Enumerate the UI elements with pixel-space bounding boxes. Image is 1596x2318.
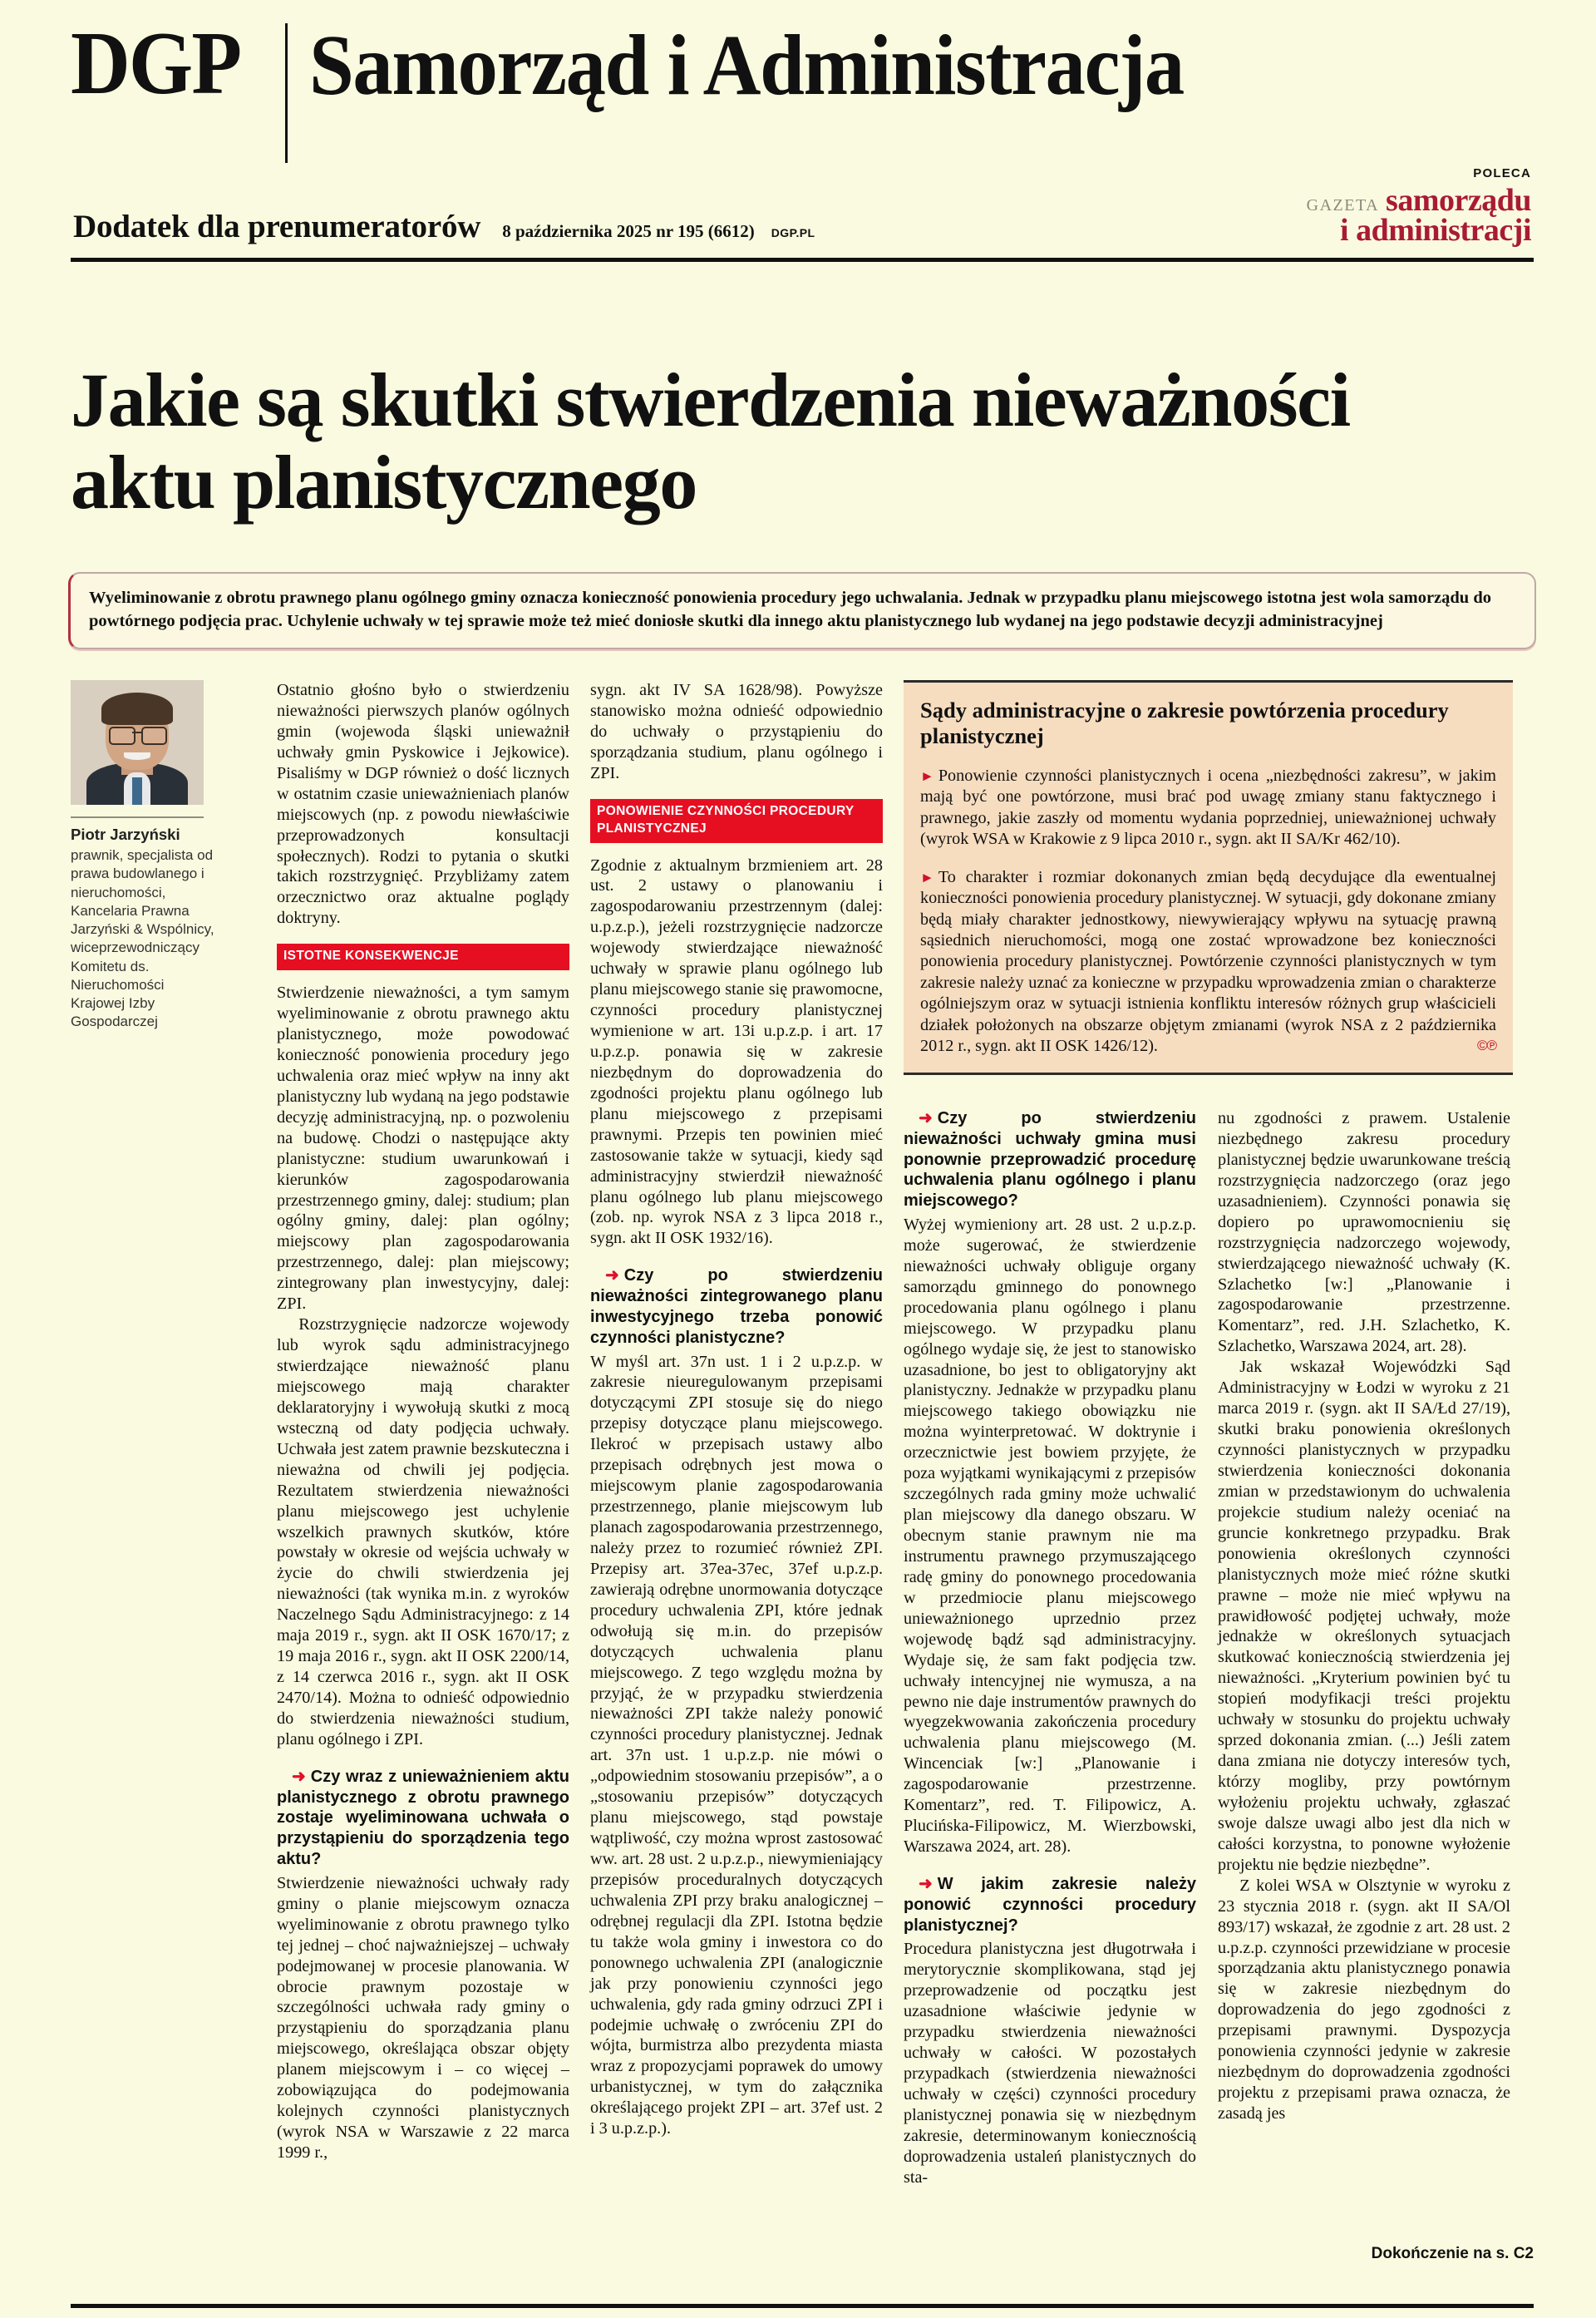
lead-text: Wyeliminowanie z obrotu prawnego planu ogólnego gminy oznacza konieczność ponowienia procedury jego uchwalania. Jednak w przypadku planu miejscowego istotna jest wola samorządu do powtórnego podjęcia prac. Uchylenie uchwały w tej sprawie może też mieć doniosłe skutki dla innego aktu planistycznego lub wydanej na jego podstawie decyzji administracyjnej bbox=[89, 589, 1491, 630]
arrow-right-icon: ➜ bbox=[919, 1109, 933, 1127]
issue-date: 8 października 2025 nr 195 (6612) bbox=[502, 221, 755, 241]
supplement-label: Dodatek dla prenumeratorów bbox=[73, 209, 481, 244]
body-column-1 bbox=[277, 680, 569, 2163]
arrow-right-icon: ➜ bbox=[605, 1266, 619, 1285]
question-heading bbox=[904, 1874, 1196, 1936]
supplement-info-row bbox=[73, 208, 815, 245]
triangle-right-icon: ► bbox=[920, 767, 934, 784]
page-title: Jakie są skutki stwierdzenia nieważności aktu planistycznego bbox=[71, 357, 1350, 525]
paragraph: Wyżej wymieniony art. 28 ust. 2 u.p.z.p. może sugerować, że stwierdzenie nieważności uchwały obliguje organy samorządu gminnego do ponownego procedowania planu ogólnego i planu miejscowego. W przypadku planu ogólnego wydaje się, że jest to stanowisko uzasadnione, bo jest to obligatoryjny akt planistyczny. Jednakże w przypadku planu miejscowego takiego obowiązku nie można wyinterpretować. W doktrynie i orzecznictwie jest bowiem przyjęte, że poza wyjątkami wynikającymi z przepisów szczególnych rada gminy może uchwalić plan miejscowy dla danego obszaru. W obecnym stanie prawnym nie ma instrumentu prawnego przymuszającego radę gminy do ponownego procedowania w przedmiocie planu miejscowego unieważnionego uprzednio przez wojewodę bądź sąd administracyjny. Wydaje się, że sam fakt podjęcia tzw. uchwały intencyjnej nie wymusza, a na pewno nie daje instrumentów prawnych do wyegzekwowania zakończenia procedury uchwalenia planu miejscowego (M. Wincenciak [w:] „Planowanie i zagospodarowanie przestrzenne. Komentarz”, red. T. Filipowicz, A. Plucińska-Filipowicz, M. Wierzbowski, Warszawa 2024, art. 28). bbox=[904, 1215, 1196, 1857]
sidebar-box-court-rulings bbox=[904, 680, 1513, 1075]
copyright-mark: ©℗ bbox=[1476, 1038, 1496, 1054]
paragraph: Stwierdzenie nieważności, a tym samym wyeliminowanie z obrotu prawnego aktu planistycznego, może powodować konieczność ponowienia procedury jego uchwalenia oraz mieć wpływ na inny akt planistyczny lub wydaną na jego podstawie decyzję administracyjną, np. o pozwoleniu na budowę. Chodzi o następujące akty planistyczne: studium uwarunkowań i kierunków zagospodarowania przestrzennego gminy, dalej: studium; plan ogólny gminy, dalej: plan ogólny; miejscowy plan zagospodarowania przestrzennego, dalej: plan miejscowy; zintegrowany plan inwestycyjny, dalej: ZPI. bbox=[277, 984, 569, 1314]
masthead bbox=[71, 14, 1534, 130]
article-columns bbox=[71, 680, 1534, 2285]
sidebar-box-title: Sądy administracyjne o zakresie powtórzenia procedury planistycznej bbox=[920, 698, 1449, 748]
promo-line-2 bbox=[1257, 215, 1531, 246]
section-label-ponowienie: PONOWIENIE CZYNNOŚCI PROCEDURY PLANISTYCZNEJ bbox=[590, 799, 883, 843]
question-text: W jakim zakresie należy ponowić czynności procedury planistycznej? bbox=[904, 1875, 1196, 1935]
sidebar-bullet-text: To charakter i rozmiar dokonanych zmian będą decydujące dla ewentualnej konieczności ponowienia procedury planistycznej. W sytuacji, gdy dokonane zmiany będą miały charakter jednostkowy, niewywierający wpływu na sytuację prawną sąsiednich nieruchomości, mogą one zostać wprowadzone bez konieczności ponowienia procedury planistycznej. Powtórzenie czynności planistycznych w tym zakresie należy uznać za konieczne w przypadku wprowadzenia zmian o charakterze ogólniejszym oraz w sytuacji istnienia konfliktu interesów różnych grup właścicieli działek położonych na obszarze objętym zmianami (wyrok NSA z 2 października 2012 r., sygn. akt II OSK 1426/12). bbox=[920, 867, 1496, 1056]
paragraph: Z kolei WSA w Olsztynie w wyroku z 23 stycznia 2018 r. (sygn. akt II SA/Ol 893/17) wskazał, że zgodnie z art. 28 ust. 2 u.p.z.p. czynności przewidziane w procesie sporządzania aktu planistycznego ponawia się w zakresie niezbędnym do doprowadzenia do jego zgodności z przepisami prawnymi. Dyspozycja ponowienia czynności jedynie w zakresie niezbędnym do doprowadzenia zgodności projektu z przepisami prawa oznacza, że zasadą jes bbox=[1218, 1876, 1510, 2123]
footer-rule bbox=[71, 2304, 1534, 2308]
author-divider bbox=[71, 816, 204, 818]
sidebar-bullet bbox=[920, 766, 1496, 851]
triangle-right-icon: ► bbox=[920, 869, 934, 885]
gazeta-word: GAZETA bbox=[1306, 196, 1380, 215]
paragraph: Stwierdzenie nieważności uchwały rady gminy o planie miejscowym oznacza wyeliminowanie z obrotu prawnego tylko tej jednej – choć najważniejszej – uchwały podejmowanej w procesie planowania. W obrocie prawnym pozostaje w szczególności uchwała rady gminy o przystąpieniu do sporządzania planu miejscowego, określająca obszar objęty planem miejscowym i – co więcej – zobowiązująca do podejmowania kolejnych czynności planistycznych (wyrok NSA w Warszawie z 22 marca 1999 r., bbox=[277, 1873, 569, 2163]
body-column-3 bbox=[904, 1108, 1196, 2188]
promo-administracji: i administracji bbox=[1340, 213, 1531, 248]
body-column-2 bbox=[590, 680, 883, 2139]
sidebar-bullet-text: Ponowienie czynności planistycznych i ocena „niezbędności zakresu”, w jakim mają być one powtórzone, musi brać pod uwagę zmiany stanu faktycznego i prawnego, jakie zaszły od momentu wydania poprzedniej, unieważnionej uchwały (wyrok WSA w Krakowie z 9 lipca 2010 r., sygn. akt II SA/Kr 462/10). bbox=[920, 766, 1496, 849]
continuation-note: Dokończenie na s. C2 bbox=[1371, 2245, 1534, 2262]
dgp-logo: DGP bbox=[71, 14, 241, 113]
section-label-istotne: ISTOTNE KONSEKWENCJE bbox=[277, 944, 569, 970]
promo-samorzadu: samorządu bbox=[1386, 183, 1531, 218]
author-description: prawnik, specjalista od prawa budowlanego i nieruchomości, Kancelaria Prawna Jarzyński & Wspólnicy, wiceprzewodniczący Komitetu ds. Nieruchomości Krajowej Izby Gospodarczej bbox=[71, 847, 214, 1030]
body-column-4 bbox=[1218, 1108, 1510, 2124]
poleca-label: POLECA bbox=[1473, 166, 1531, 180]
paragraph: sygn. akt IV SA 1628/98). Powyższe stanowisko można odnieść odpowiednio do uchwały o przystąpieniu do sporządzania studium, planu ogólnego i ZPI. bbox=[590, 681, 883, 782]
site-url: DGP.PL bbox=[771, 226, 815, 239]
paragraph: Ostatnio głośno było o stwierdzeniu nieważności pierwszych planów ogólnych gmin (wojewoda śląski unieważnił uchwały gmin Pyskowice i Jejkowice). Pisaliśmy w DGP również o dość licznych w ostatnim czasie unieważnieniach planów miejscowych (np. z powodu niewłaściwie przeprowadzonych konsultacji społecznych). Rodzi to pytania o skutki takich rozstrzygnięć. Przybliżamy zatem orzecznictwo oraz aktualne poglądy doktryny. bbox=[277, 681, 569, 928]
question-text: Czy po stwierdzeniu nieważności uchwały gmina musi ponownie przeprowadzić procedurę uchwalenia planu ogólnego i planu miejscowego? bbox=[904, 1109, 1196, 1211]
promo-line-1 bbox=[1257, 185, 1531, 216]
header-rule bbox=[71, 258, 1534, 262]
arrow-right-icon: ➜ bbox=[292, 1767, 306, 1786]
paragraph: Jak wskazał Wojewódzki Sąd Administracyjny w Łodzi w wyroku z 21 marca 2019 r. (sygn. akt II SA/Łd 27/19), skutki braku ponowienia określonych czynności planistycznych w przypadku stwierdzenia konieczności dokonania zmian w przedstawionym do uchwalenia projekcie studium należy oceniać na gruncie konkretnego przypadku. Brak ponowienia określonych czynności planistycznych może mieć różne skutki prawne – może nie mieć wpływu na prawidłowość podjętej uchwały, może jednakże w określonych sytuacjach skutkować koniecznością stwierdzenia jej nieważności. „Kryterium powinien być tu stopień modyfikacji treści projektu uchwały w stosunku do projektu uchwały sprzed dokonania zmian. (...) Jeśli zatem dana zmiana nie dotyczy interesów tych, którzy mogliby, przy powtórnym wyłożeniu projektu uchwały, zgłaszać swoje dalsze uwagi albo jest dla nich w całości korzystna, to ponowne wyłożenie projektu nie będzie niezbędne”. bbox=[1218, 1358, 1510, 1874]
arrow-right-icon: ➜ bbox=[919, 1875, 933, 1894]
question-heading bbox=[904, 1108, 1196, 1211]
sidebar-bullet bbox=[920, 867, 1496, 1058]
paragraph: Zgodnie z aktualnym brzmieniem art. 28 ust. 2 ustawy o planowaniu i zagospodarowaniu przestrzennym (dalej: u.p.z.p.), jeżeli rozstrzygnięcie nadzorcze wojewody stwierdzające nieważność uchwały w sprawie planu ogólnego lub planu miejscowego stanie się prawomocne, czynności procedury planistycznej wymienione w art. 13i u.p.z.p. i art. 17 u.p.z.p. ponawia się w zakresie niezbędnym do doprowadzenia do zgodności projektu planu ogólnego lub planu miejscowego z przepisami prawnymi. Przepis ten powinien mieć zastosowanie także w sytuacji, kiedy sąd administracyjny stwierdził nieważność planu ogólnego lub planu miejscowego (zob. np. wyrok NSA z 3 lipca 2018 r., sygn. akt II OSK 1932/16). bbox=[590, 856, 883, 1248]
author-name: Piotr Jarzyński bbox=[71, 826, 180, 843]
question-text: Czy po stwierdzeniu nieważności zintegrowanego planu inwestycyjnego trzeba ponowić czynności planistyczne? bbox=[590, 1266, 883, 1347]
paragraph: W myśl art. 37n ust. 1 i 2 u.p.z.p. w zakresie nieuregulowanym przepisami dotyczącymi ZPI stosuje się do niego przepisy dotyczące planu miejscowego. Ilekroć w przepisach ustawy albo przepisach odrębnych jest mowa o miejscowym planie zagospodarowania przestrzennego, planie miejscowym lub planach zagospodarowania przestrzennego, należy przez to rozumieć również ZPI. Przepisy art. 37ea-37ec, 37ef u.p.z.p. zawierają odrębne unormowania dotyczące procedury uchwalenia ZPI, które jednak odwołują się m.in. do przepisów dotyczących uchwalenia planu miejscowego. Z tego względu można by przyjąć, że w przypadku stwierdzenia nieważności ZPI także należy ponowić czynności procedury planistycznej. Jednak art. 37n ust. 1 u.p.z.p. nie mówi o „odpowiednim stosowaniu przepisów”, a o „stosowaniu przepisów” dotyczących planu miejscowego, stąd powstaje wątpliwość, czy można wprost zastosować ww. art. 28 ust. 2 u.p.z.p., niewymieniający przepisów proceduralnych dotyczących uchwalenia ZPI przy braku analogicznej – odrębnej regulacji dla ZPI. Istotna będzie tu także wola gminy i inwestora co do ponownego uchwalenia ZPI (analogicznie jak przy ponowieniu czynności jego uchwalenia, gdy rada gminy odrzuci ZPI i podejmie uchwałę o zwróceniu ZPI do wójta, burmistrza albo prezydenta miasta wraz z propozycjami poprawek do umowy urbanistycznej, w tym do załącznika określającego projekt ZPI – art. 37ef ust. 2 i 3 u.p.z.p.). bbox=[590, 1352, 883, 2138]
paragraph: nu zgodności z prawem. Ustalenie niezbędnego zakresu procedury planistycznej będzie uwarunkowane treścią rozstrzygnięcia nadzorczego (oraz jego uzasadnieniem). Czynności ponawia się dopiero po uprawomocnieniu się rozstrzygnięcia nadzorczego wojewody, stwierdzającego nieważność uchwały (K. Szlachetko [w:] „Planowanie i zagospodarowanie przestrzenne. Komentarz”, red. J.H. Szlachetko, K. Szlachetko, Warszawa 2024, art. 28). bbox=[1218, 1109, 1510, 1356]
lead-box bbox=[68, 572, 1536, 649]
author-column bbox=[71, 680, 255, 1032]
question-text: Czy wraz z unieważnieniem aktu planistycznego z obrotu prawnego zostaje wyeliminowana uchwała o przystąpieniu do sporządzenia tego aktu? bbox=[277, 1767, 569, 1869]
paragraph: Rozstrzygnięcie nadzorcze wojewody lub wyrok sądu administracyjnego stwierdzające nieważność planu miejscowego mają charakter deklaratoryjny i wywołują skutki z mocą wsteczną od daty podjęcia uchwały. Uchwała jest zatem prawnie bezskuteczna i nieważna od chwili jej podjęcia. Rezultatem stwierdzenia nieważności planu miejscowego jest uchylenie wszelkich prawnych skutków, które powstały w okresie od wejścia uchwały w życie do chwili stwierdzenia jej nieważności (tak wynika m.in. z wyroków Naczelnego Sądu Administracyjnego: z 14 maja 2019 r., sygn. akt II OSK 1670/17; z 19 maja 2016 r., sygn. akt II OSK 2200/14, z 14 czerwca 2016 r., sygn. akt II OSK 2470/14). Można to odnieść odpowiednio do stwierdzenia nieważności studium, planu ogólnego i ZPI. bbox=[277, 1315, 569, 1748]
question-heading bbox=[590, 1265, 883, 1348]
masthead-title: Samorząd i Administracja bbox=[308, 17, 1184, 113]
paragraph: Procedura planistyczna jest długotrwała i merytorycznie skomplikowana, stąd jej przeprowadzenie od początku jest uzasadnione właściwie jedynie w przypadku stwierdzenia nieważności uchwały w całości. W pozostałych przypadkach (stwierdzenia nieważności uchwały w części) czynności procedury planistycznej ponawia się w niezbędnym zakresie, determinowanym koniecznością doprowadzenia ustaleń planistycznych do sta- bbox=[904, 1940, 1196, 2187]
masthead-divider bbox=[285, 23, 288, 163]
poleca-promo-block bbox=[1257, 166, 1531, 246]
avatar bbox=[71, 680, 204, 805]
question-heading bbox=[277, 1767, 569, 1870]
